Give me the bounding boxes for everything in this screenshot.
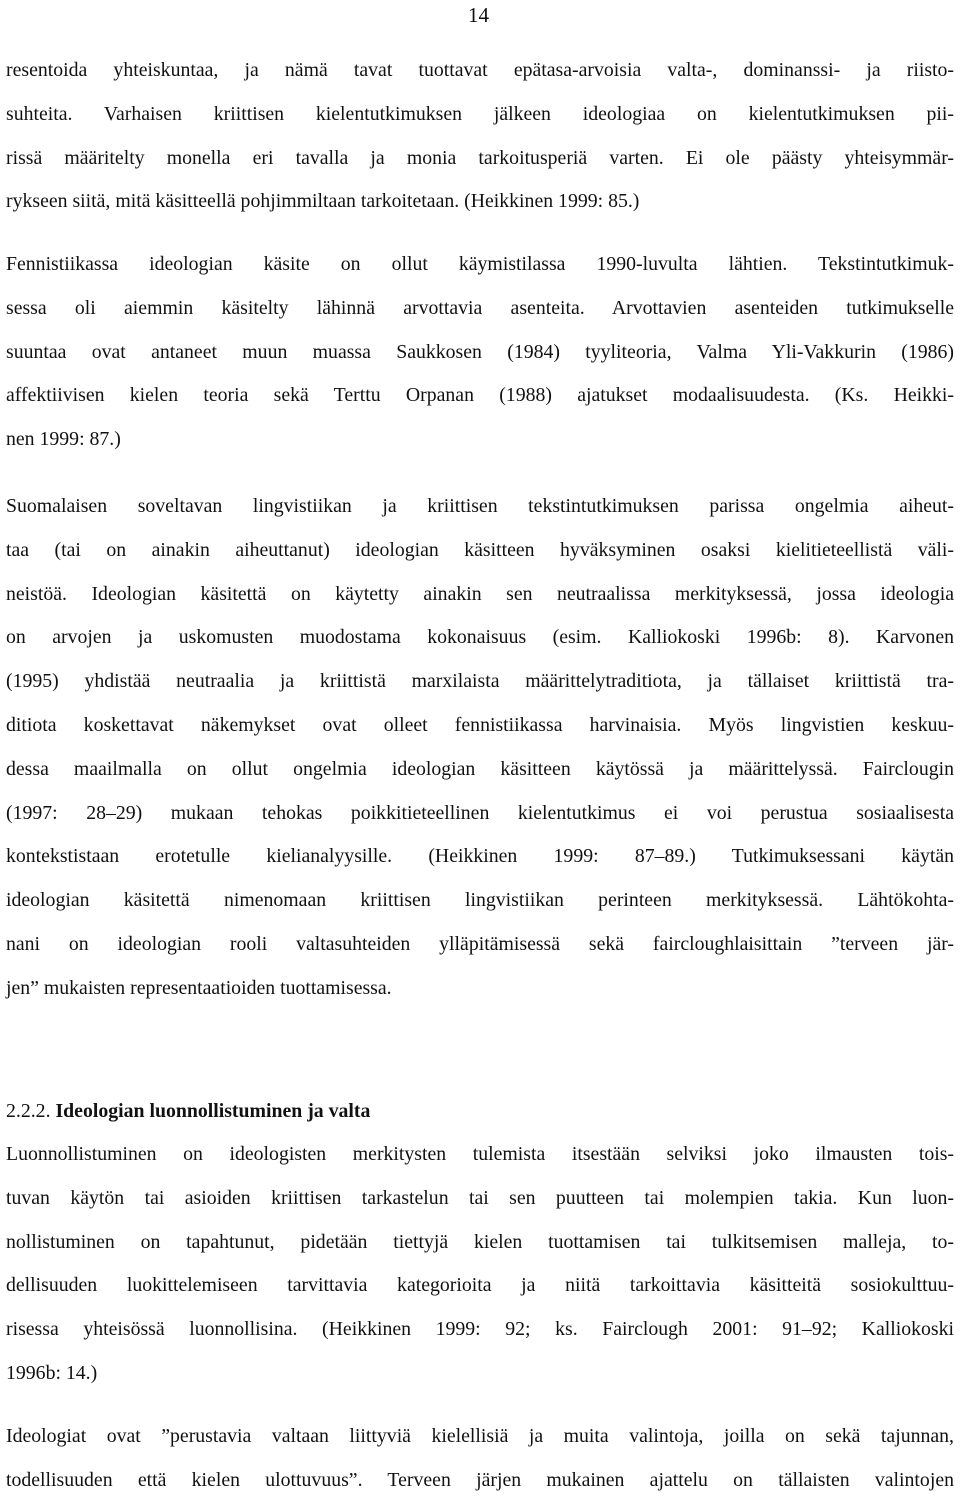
page-number: 14 <box>468 3 489 27</box>
text-line: rykseen siitä, mitä käsitteellä pohjimmiltaan tarkoitetaan. (Heikkinen 1999: 85.) <box>6 190 640 213</box>
text-line: dellisuuden luokittelemiseen tarvittavia kategorioita ja niitä tarkoittavia käsitteitä sosiokulttuu- <box>6 1274 954 1297</box>
text-line: sessa oli aiemmin käsitelty lähinnä arvottavia asenteita. Arvottavien asenteiden tutkimukselle <box>6 296 954 319</box>
text-line: on arvojen ja uskomusten muodostama kokonaisuus (esim. Kalliokoski 1996b: 8). Karvonen <box>6 626 954 649</box>
text-line: Suomalaisen soveltavan lingvistiikan ja kriittisen tekstintutkimuksen parissa ongelmia aiheut- <box>6 495 954 517</box>
text-line: tuvan käytön tai asioiden kriittisen tarkastelun tai sen puutteen tai molempien takia. Kun luon- <box>6 1186 954 1209</box>
text-line: Ideologiat ovat ”perustavia valtaan liittyviä kielellisiä ja muita valintoja, joilla on sekä tajunnan, <box>6 1425 954 1447</box>
paragraph-5 <box>6 1415 954 1503</box>
text-line: suhteita. Varhaisen kriittisen kielentutkimuksen jälkeen ideologiaa on kielentutkimuksen pii- <box>6 102 954 125</box>
text-line: dessa maailmalla on ollut ongelmia ideologian käsitteen käytössä ja määrittelyssä. Fairclougin <box>6 757 954 780</box>
section-heading <box>6 1090 370 1134</box>
section-number: 2.2.2. <box>6 1100 51 1122</box>
paragraph-2 <box>6 243 954 462</box>
text-line: nani on ideologian rooli valtasuhteiden ylläpitämisessä sekä faircloughlaisittain ”terveen jär- <box>6 932 954 955</box>
paragraph-4 <box>6 1133 954 1396</box>
text-line: (1997: 28–29) mukaan tehokas poikkitieteellinen kielentutkimus ei voi perustua sosiaalisesta <box>6 801 954 824</box>
text-line: ditiota koskettavat näkemykset ovat olleet fennistiikassa harvinaisia. Myös lingvistien keskuu- <box>6 713 954 736</box>
text-line: neistöä. Ideologian käsitettä on käytetty ainakin sen neutraalissa merkityksessä, jossa ideologia <box>6 582 954 605</box>
text-line: 1996b: 14.) <box>6 1361 98 1384</box>
text-line: taa (tai on ainakin aiheuttanut) ideologian käsitteen hyväksyminen osaksi kielitieteellistä väli- <box>6 538 954 561</box>
text-line: jen” mukaisten representaatioiden tuottamisessa. <box>6 976 392 999</box>
text-line: kontekstistaan erotetulle kielianalyysille. (Heikkinen 1999: 87–89.) Tutkimuksessani käytän <box>6 845 954 868</box>
section-title: Ideologian luonnollistuminen ja valta <box>55 1100 371 1122</box>
text-line: ideologian käsitettä nimenomaan kriittisen lingvistiikan perinteen merkityksessä. Lähtökohta- <box>6 889 954 912</box>
text-line: affektiivisen kielen teoria sekä Terttu Orpanan (1988) ajatukset modaalisuudesta. (Ks. Heikki- <box>6 384 954 407</box>
text-line: todellisuuden että kielen ulottuvuus”. Terveen järjen mukainen ajattelu on tällaisten valintojen <box>6 1468 954 1491</box>
text-line: nen 1999: 87.) <box>6 428 121 451</box>
text-line: rissä määritelty monella eri tavalla ja monia tarkoitusperiä varten. Ei ole päästy yhteisymmär- <box>6 146 954 169</box>
text-line: Luonnollistuminen on ideologisten merkitysten tulemista itsestään selviksi joko ilmausten tois- <box>6 1143 954 1165</box>
text-line: (1995) yhdistää neutraalia ja kriittistä marxilaista määrittelytraditiota, ja tällaiset kriittistä tra- <box>6 670 954 693</box>
text-line: resentoida yhteiskuntaa, ja nämä tavat tuottavat epätasa-arvoisia valta-, dominanssi- ja riisto- <box>6 59 954 81</box>
paragraph-3 <box>6 485 954 1011</box>
text-line: suuntaa ovat antaneet muun muassa Saukkosen (1984) tyyliteoria, Valma Yli-Vakkurin (1986) <box>6 340 954 363</box>
paragraph-1 <box>6 49 954 224</box>
text-line: nollistuminen on tapahtunut, pidetään tiettyjä kielen tuottamisen tai tulkitsemisen malleja, to- <box>6 1230 954 1253</box>
text-line: Fennistiikassa ideologian käsite on ollut käymistilassa 1990-luvulta lähtien. Tekstintutkimuk- <box>6 253 954 275</box>
text-line: risessa yhteisössä luonnollisina. (Heikkinen 1999: 92; ks. Fairclough 2001: 91–92; Kalliokoski <box>6 1318 954 1341</box>
